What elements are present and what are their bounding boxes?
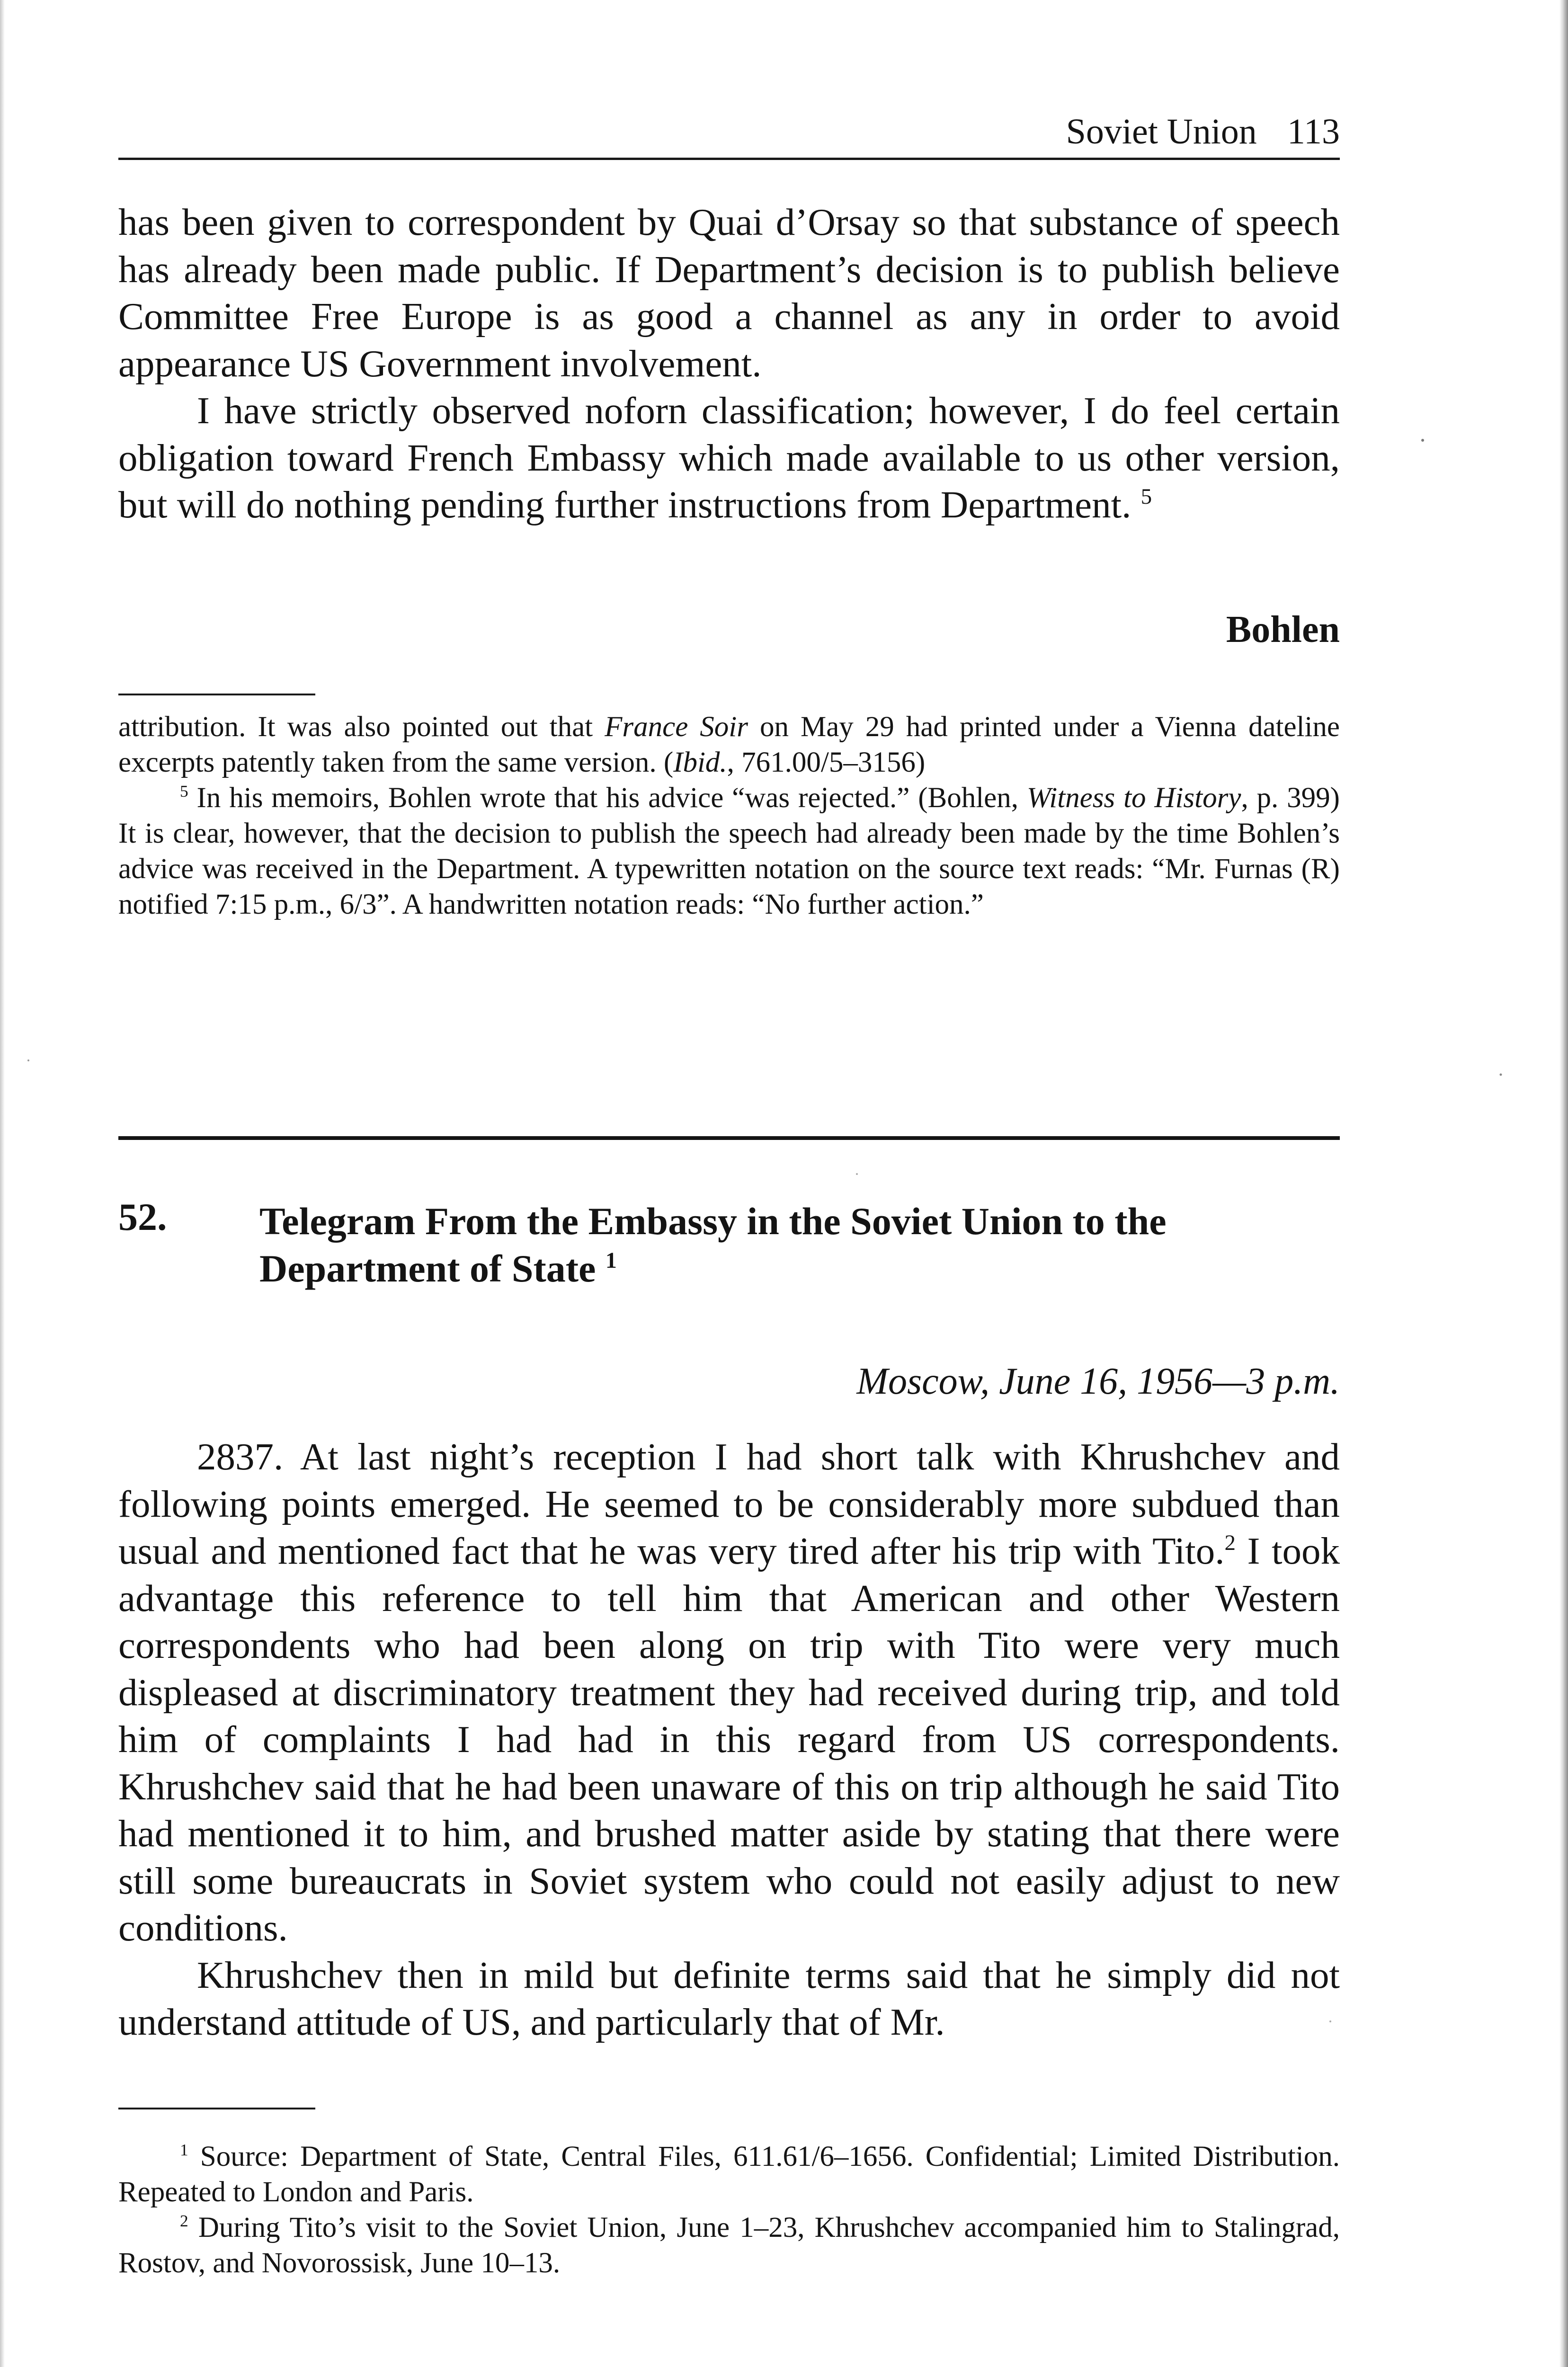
footnote-5-marker: 5 — [180, 782, 188, 801]
footnote-continuation-text-3: , 761.00/5–3156) — [727, 747, 926, 778]
continued-paragraph-2-text: I have strictly observed noforn classification; however, I do feel certain obligation toward French Embassy which made available to us other version, but will do nothing pending further instructions from Department. — [118, 389, 1340, 526]
page-number: 113 — [1287, 112, 1340, 151]
footnote-continuation-ibid: Ibid. — [673, 747, 727, 778]
scan-speck — [856, 1173, 858, 1175]
footnote-1-marker: 1 — [180, 2140, 188, 2160]
footnote-ref-5: 5 — [1140, 484, 1152, 509]
footnote-1-text: Source: Department of State, Central Files, 611.61/6–1656. Confidential; Limited Distribution. Repeated to London and Paris. — [118, 2141, 1340, 2208]
document-paragraph-1-text-b: I took advantage this reference to tell him that American and other Western correspondents who had been along on trip with Tito were very much displeased at discriminatory treatment they had received during trip, and told him of complaints I had had in this regard from US correspondents. Khrushchev said that he had been unaware of this on trip although he said Tito had mentioned it to him, and brushed matter aside by stating that there were still some bureaucrats in Soviet system who could not easily adjust to new conditions. — [118, 1530, 1340, 1949]
footnote-2-marker: 2 — [180, 2211, 188, 2231]
continued-paragraph-1: has been given to correspondent by Quai d’Orsay so that substance of speech has already been made public. If Department’s decision is to publish believe Committee Free Europe is as good a channel as any in order to avoid appearance US Government involvement. — [118, 201, 1340, 385]
scan-speck — [1329, 2020, 1331, 2022]
document-paragraph-2: Khrushchev then in mild but definite terms said that he simply did not understand attitude of US, and particularly that of Mr. — [118, 1953, 1340, 2043]
footnote-continuation-text-2: on May 29 had printed under a Vienna dateline excerpts patently taken from the same version. ( — [118, 711, 1340, 778]
footnote-5-text-1: In his memoirs, Bohlen wrote that his advice “was rejected.” (Bohlen, — [188, 782, 1027, 814]
document-title-text: Telegram From the Embassy in the Soviet Union to the Department of State — [259, 1200, 1167, 1290]
footnote-continuation-italic: France Soir — [605, 711, 748, 743]
footnote-ref-2: 2 — [1224, 1530, 1236, 1555]
scan-speck — [27, 1059, 29, 1061]
scan-speck — [1500, 1074, 1502, 1076]
document-number: 52. — [118, 1195, 167, 1238]
footnote-2-text: During Tito’s visit to the Soviet Union, June 1–23, Khrushchev accompanied him to Stalingrad, Rostov, and Novorossisk, June 10–13. — [118, 2212, 1340, 2279]
scan-speck — [1421, 439, 1424, 442]
footnote-continuation-text-1: attribution. It was also pointed out that — [118, 711, 605, 743]
footnote-5-italic: Witness to History — [1026, 782, 1241, 814]
footnote-ref-1: 1 — [605, 1248, 617, 1273]
signature: Bohlen — [1226, 609, 1340, 650]
dateline: Moscow, June 16, 1956—3 p.m. — [856, 1361, 1340, 1402]
running-head-title: Soviet Union — [1066, 112, 1257, 151]
document-paragraph-1-text-a: 2837. At last night’s reception I had short talk with Khrushchev and following points emerged. He seemed to be considerably more subdued than usual and mentioned fact that he was very tired after his trip with Tito. — [118, 1435, 1340, 1572]
footnote-5-text-2: , p. 399) It is clear, however, that the decision to publish the speech had already been made by the time Bohlen’s advice was received in the Department. A typewritten notation on the source text reads: “Mr. Furnas (R) notified 7:15 p.m., 6/3”. A handwritten notation reads: “No further action.” — [118, 782, 1340, 920]
